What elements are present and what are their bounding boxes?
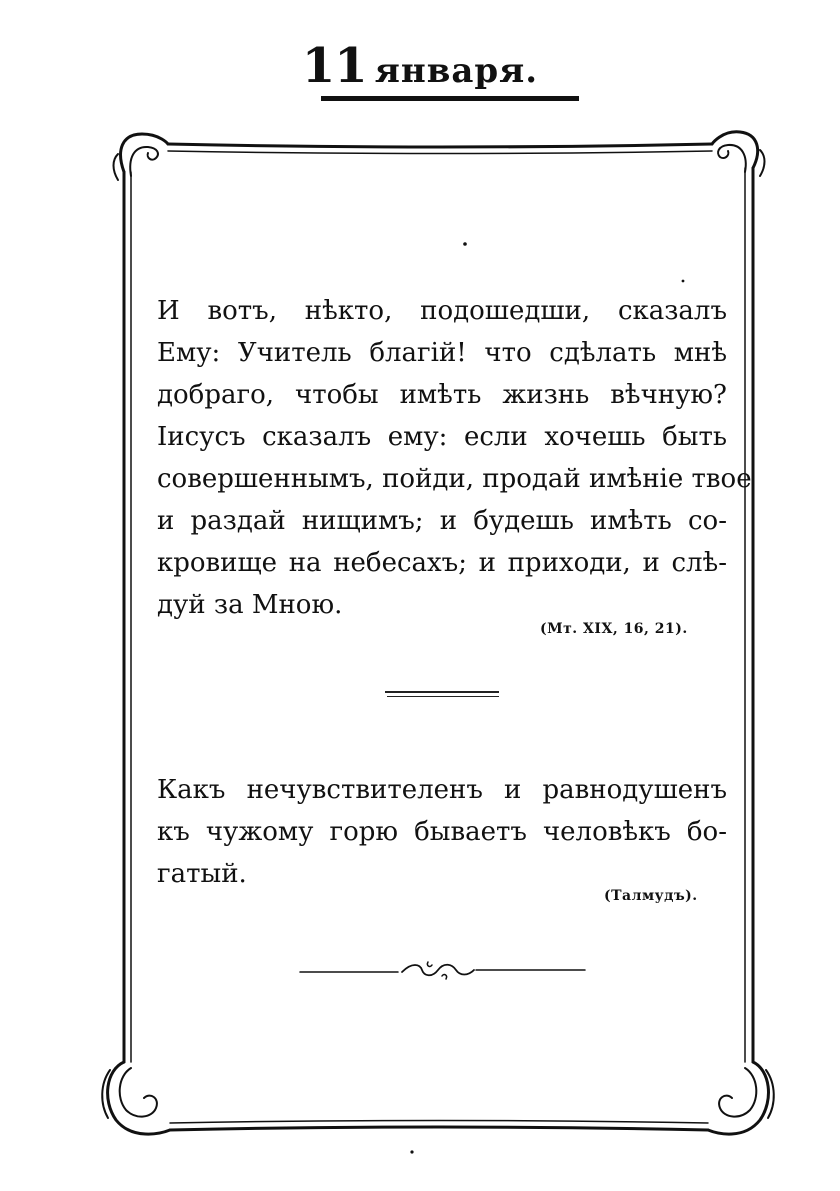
quote-line: гатый. — [157, 859, 247, 889]
date-day: 11 — [301, 38, 367, 94]
quote-line: Какъ нечувствителенъ и равнодушенъ — [157, 775, 727, 805]
section-divider-thin — [387, 696, 499, 697]
quote-line: дуй за Мною. — [157, 590, 343, 620]
date-month: января. — [374, 51, 539, 91]
scripture-reference: (Мт. XIX, 16, 21). — [540, 621, 688, 637]
quote-line: совершеннымъ, пойди, продай имѣніе твое — [157, 464, 752, 494]
quote-line: кровище на небесахъ; и приходи, и слѣ- — [157, 548, 727, 578]
quote-line: добраго, чтобы имѣть жизнь вѣчную? — [157, 380, 727, 410]
quote-line: Іисусъ сказалъ ему: если хочешь быть — [157, 422, 727, 452]
section-divider — [385, 691, 499, 693]
scripture-quote — [157, 290, 752, 626]
quote-line: Ему: Учитель благій! что сдѣлать мнѣ — [157, 338, 727, 368]
talmud-reference: (Талмудъ). — [604, 888, 698, 904]
quote-line: И вотъ, нѣкто, подошедши, сказалъ — [157, 296, 727, 326]
quote-line: къ чужому горю бываетъ человѣкъ бо- — [157, 817, 727, 847]
talmud-quote — [157, 769, 727, 895]
quote-line: и раздай нищимъ; и будешь имѣть со- — [157, 506, 727, 536]
